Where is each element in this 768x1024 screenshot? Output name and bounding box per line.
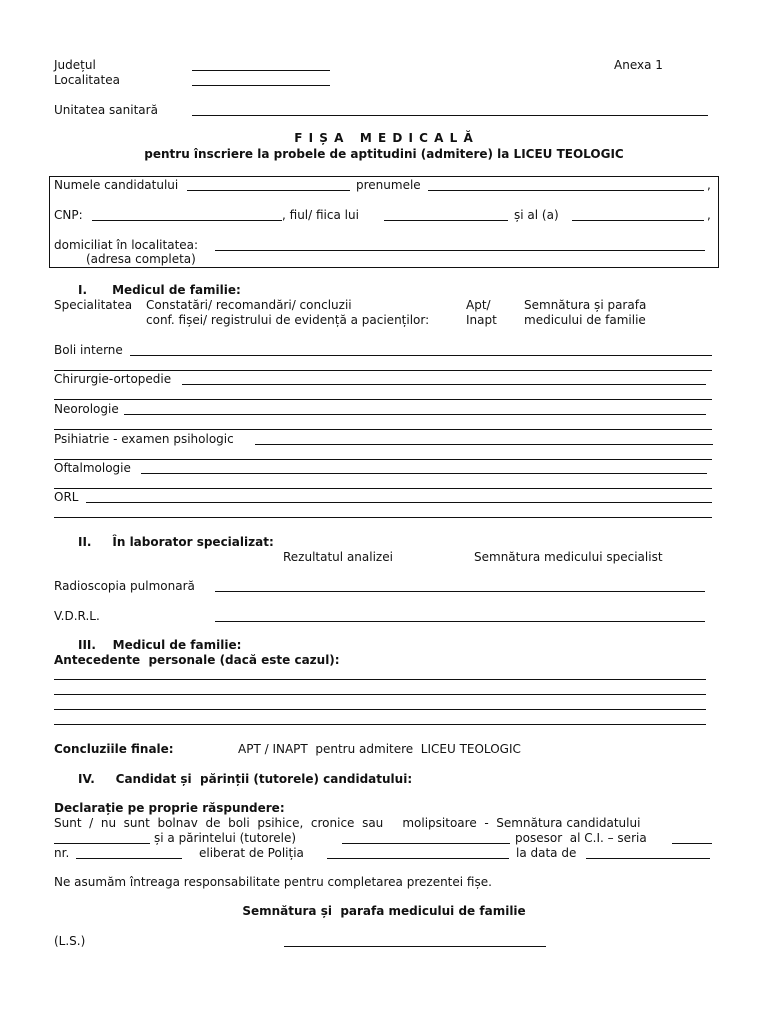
data-label: la data de (516, 846, 577, 860)
semnatura-candidat-field[interactable] (54, 843, 150, 844)
data-field[interactable] (586, 858, 710, 859)
section-1-heading: I. Medicul de familie: (78, 283, 241, 297)
row-field-boli-interne[interactable] (130, 355, 712, 356)
declaratie-label: Declarație pe proprie răspundere: (54, 801, 285, 815)
row-field-chirurgie-2[interactable] (54, 399, 712, 400)
col-semnatura: Semnătura și parafa (524, 298, 647, 312)
cnp-label: CNP: (54, 208, 83, 222)
row-field-oftalmologie[interactable] (141, 473, 707, 474)
page-title: F I Ș A M E D I C A L Ă (294, 131, 474, 145)
localitate-label: Localitatea (54, 73, 120, 87)
antecedente-line-3[interactable] (54, 709, 706, 710)
nr-field[interactable] (76, 858, 182, 859)
section-2-heading: II. În laborator specializat: (78, 535, 274, 549)
antecedente-line-4[interactable] (54, 724, 706, 725)
vdrl-label: V.D.R.L. (54, 609, 100, 623)
page-subtitle: pentru înscriere la probele de aptitudini (admitere) la LICEU TEOLOGIC (144, 147, 624, 161)
cnp-field[interactable] (92, 220, 282, 221)
row-field-oftalmologie-2[interactable] (54, 488, 712, 489)
radioscopie-label: Radioscopia pulmonară (54, 579, 195, 593)
declaratie-parinte: și a părintelui (tutorele) (154, 831, 297, 845)
col-inapt: Inapt (466, 313, 497, 327)
anexa-label: Anexa 1 (614, 58, 663, 72)
comma: , (707, 178, 711, 192)
ls-label: (L.S.) (54, 934, 86, 948)
adresa-label: (adresa completa) (86, 252, 196, 266)
row-label-orl: ORL (54, 490, 79, 504)
concluzii-value: APT / INAPT pentru admitere LICEU TEOLOGIC (238, 742, 521, 756)
col-semnatura-2: medicului de familie (524, 313, 646, 327)
localitate-field[interactable] (192, 85, 330, 86)
row-field-orl-2[interactable] (54, 517, 712, 518)
section-4-heading: IV. Candidat și părinții (tutorele) candidatului: (78, 772, 413, 786)
row-field-psihiatrie[interactable] (255, 444, 713, 445)
row-label-neorologie: Neorologie (54, 402, 119, 416)
row-field-neorologie[interactable] (124, 414, 706, 415)
semnatura-parinte-field[interactable] (342, 843, 510, 844)
antecedente-line-2[interactable] (54, 694, 706, 695)
declaratie-posesor: posesor al C.I. – seria (515, 831, 647, 845)
antecedente-label: Antecedente personale (dacă este cazul): (54, 653, 340, 667)
semnatura-medic-label: Semnătura și parafa medicului de familie (242, 904, 526, 918)
row-label-oftalmologie: Oftalmologie (54, 461, 131, 475)
col-apt: Apt/ (466, 298, 491, 312)
concluzii-label: Concluziile finale: (54, 742, 174, 756)
row-field-neorologie-2[interactable] (54, 429, 712, 430)
row-field-boli-interne-2[interactable] (54, 370, 712, 371)
col-constatari: Constatări/ recomandări/ concluzii (146, 298, 352, 312)
section-3-heading: III. Medicul de familie: (78, 638, 242, 652)
col-constatari-2: conf. fișei/ registrului de evidență a pacienților: (146, 313, 430, 327)
domiciliat-label: domiciliat în localitatea: (54, 238, 199, 252)
comma2: , (707, 208, 711, 222)
responsabilitate-text: Ne asumăm întreaga responsabilitate pentru completarea prezentei fișe. (54, 875, 492, 889)
prenume-label: prenumele (356, 178, 421, 192)
unitate-field[interactable] (192, 115, 708, 116)
declaratie-line-1: Sunt / nu sunt bolnav de boli psihice, cronice sau molipsitoare - Semnătura candidatului (54, 816, 641, 830)
row-label-psihiatrie: Psihiatrie - examen psihologic (54, 432, 234, 446)
judet-label: Județul (54, 58, 96, 72)
fiul-label: , fiul/ fiica lui (282, 208, 359, 222)
eliberat-label: eliberat de Poliția (199, 846, 304, 860)
row-field-chirurgie[interactable] (182, 384, 706, 385)
judet-field[interactable] (192, 70, 330, 71)
row-label-boli-interne: Boli interne (54, 343, 123, 357)
col-rezultat: Rezultatul analizei (283, 550, 393, 564)
radioscopie-field[interactable] (215, 591, 705, 592)
tata-field[interactable] (384, 220, 508, 221)
col-specialitate: Specialitatea (54, 298, 133, 312)
nume-field[interactable] (187, 190, 350, 191)
nr-label: nr. (54, 846, 70, 860)
politia-field[interactable] (327, 858, 509, 859)
unitate-label: Unitatea sanitară (54, 103, 158, 117)
row-label-chirurgie: Chirurgie-ortopedie (54, 372, 172, 386)
col-semnatura-specialist: Semnătura medicului specialist (474, 550, 663, 564)
seria-field[interactable] (672, 843, 712, 844)
semnatura-medic-field[interactable] (284, 946, 546, 947)
row-field-orl[interactable] (86, 502, 712, 503)
antecedente-line-1[interactable] (54, 679, 706, 680)
prenume-field[interactable] (428, 190, 704, 191)
domiciliu-field[interactable] (215, 250, 705, 251)
row-field-psihiatrie-2[interactable] (54, 459, 712, 460)
si-al-label: și al (a) (514, 208, 559, 222)
mama-field[interactable] (572, 220, 704, 221)
nume-label: Numele candidatului (54, 178, 179, 192)
vdrl-field[interactable] (215, 621, 705, 622)
